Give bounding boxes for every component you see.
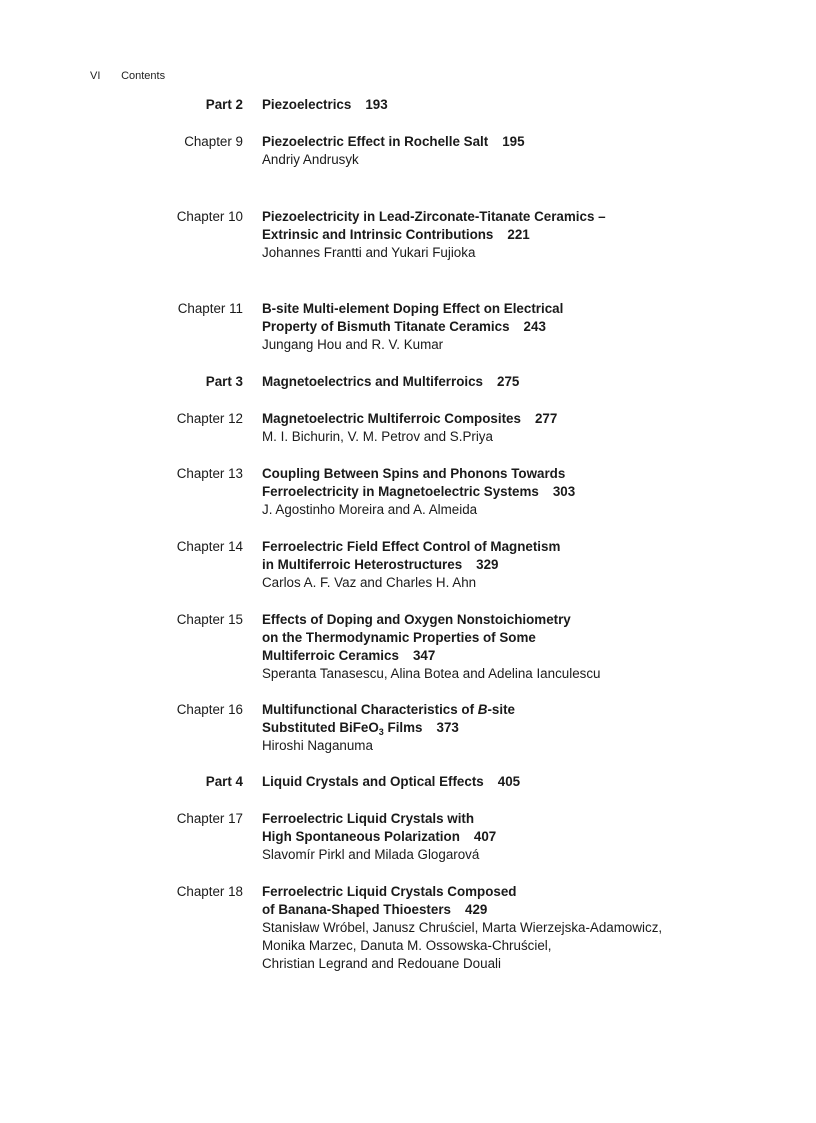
chapter-title-line: Multifunctional Characteristics of B-site [262, 702, 515, 717]
page-number: 221 [507, 227, 530, 242]
chapter-label: Chapter 10 [176, 209, 243, 224]
chapter-label: Chapter 17 [176, 811, 243, 826]
running-head [90, 70, 165, 82]
part-title: Magnetoelectrics and Multiferroics 275 [262, 374, 520, 389]
part-title: Piezoelectrics 193 [262, 97, 388, 112]
part-label: Part 3 [205, 374, 243, 389]
chapter-title-line: Piezoelectricity in Lead-Zirconate-Titanate Ceramics – [262, 209, 606, 224]
page-folio: VI [90, 70, 101, 82]
chapter-title-line: Ferroelectric Liquid Crystals with [262, 811, 475, 826]
page-number: 243 [523, 319, 546, 334]
chapter-authors-line: Christian Legrand and Redouane Douali [262, 956, 501, 971]
chapter-label: Chapter 11 [177, 301, 243, 316]
chapter-authors: Carlos A. F. Vaz and Charles H. Ahn [262, 575, 477, 590]
chapter-title-line: High Spontaneous Polarization 407 [262, 829, 497, 844]
chapter-authors-line: Monika Marzec, Danuta M. Ossowska-Chruściel, [262, 938, 552, 953]
page-number: 275 [497, 374, 520, 389]
chapter-title: Piezoelectric Effect in Rochelle Salt 195 [262, 134, 525, 149]
chapter-authors: Hiroshi Naganuma [262, 738, 373, 753]
page-number: 429 [465, 902, 488, 917]
chapter-label: Chapter 18 [176, 884, 243, 899]
page-number: 405 [497, 774, 521, 789]
page-number: 193 [365, 97, 388, 112]
chapter-title-line: of Banana-Shaped Thioesters 429 [262, 902, 488, 917]
chapter-title-line: B-site Multi-element Doping Effect on Electrical [262, 301, 564, 316]
part-label: Part 2 [205, 97, 243, 112]
chapter-authors: Andriy Andrusyk [262, 152, 359, 167]
chapter-authors: Slavomír Pirkl and Milada Glogarová [262, 847, 480, 862]
page-number: 347 [412, 648, 436, 663]
chapter-title-line: Multiferroic Ceramics 347 [262, 648, 436, 663]
page-number: 195 [502, 134, 525, 149]
chapter-authors-line: Stanisław Wróbel, Janusz Chruściel, Marta Wierzejska-Adamowicz, [262, 920, 663, 935]
chapter-label: Chapter 12 [176, 411, 243, 426]
chapter-title-line: on the Thermodynamic Properties of Some [262, 630, 536, 645]
chapter-label: Chapter 15 [176, 612, 243, 627]
page-number: 373 [436, 720, 459, 735]
page-number: 329 [476, 557, 499, 572]
chapter-title-line: Effects of Doping and Oxygen Nonstoichiometry [262, 612, 571, 627]
chapter-authors: J. Agostinho Moreira and A. Almeida [262, 502, 478, 517]
page-number: 303 [552, 484, 576, 499]
chapter-authors: Speranta Tanasescu, Alina Botea and Adelina Ianculescu [262, 666, 601, 681]
chapter-title-line: in Multiferroic Heterostructures 329 [262, 557, 499, 572]
chapter-label: Chapter 13 [176, 466, 243, 481]
chapter-title-line: Extrinsic and Intrinsic Contributions 221 [262, 227, 530, 242]
chapter-title-line: Coupling Between Spins and Phonons Towards [262, 466, 566, 481]
chapter-label: Chapter 14 [176, 539, 243, 554]
page-number: 277 [534, 411, 558, 426]
running-title: Contents [121, 70, 166, 82]
chapter-title-line: Ferroelectricity in Magnetoelectric Systems 303 [262, 484, 576, 499]
chapter-label: Chapter 9 [184, 134, 243, 149]
chapter-title-line: Substituted BiFeO$_3$ Films 373 [262, 720, 459, 737]
chapter-authors: M. I. Bichurin, V. M. Petrov and S.Priya [262, 429, 493, 444]
chapter-title: Magnetoelectric Multiferroic Composites 277 [262, 411, 558, 426]
chapter-authors: Johannes Frantti and Yukari Fujioka [262, 245, 476, 260]
chapter-authors: Jungang Hou and R. V. Kumar [262, 337, 444, 352]
part-title: Liquid Crystals and Optical Effects 405 [262, 774, 521, 789]
chapter-title-line: Ferroelectric Field Effect Control of Magnetism [262, 539, 561, 554]
part-label: Part 4 [205, 774, 243, 789]
chapter-title-line: Ferroelectric Liquid Crystals Composed [262, 884, 517, 899]
chapter-title-line: Property of Bismuth Titanate Ceramics 243 [262, 319, 546, 334]
chapter-label: Chapter 16 [176, 702, 243, 717]
page-number: 407 [473, 829, 497, 844]
